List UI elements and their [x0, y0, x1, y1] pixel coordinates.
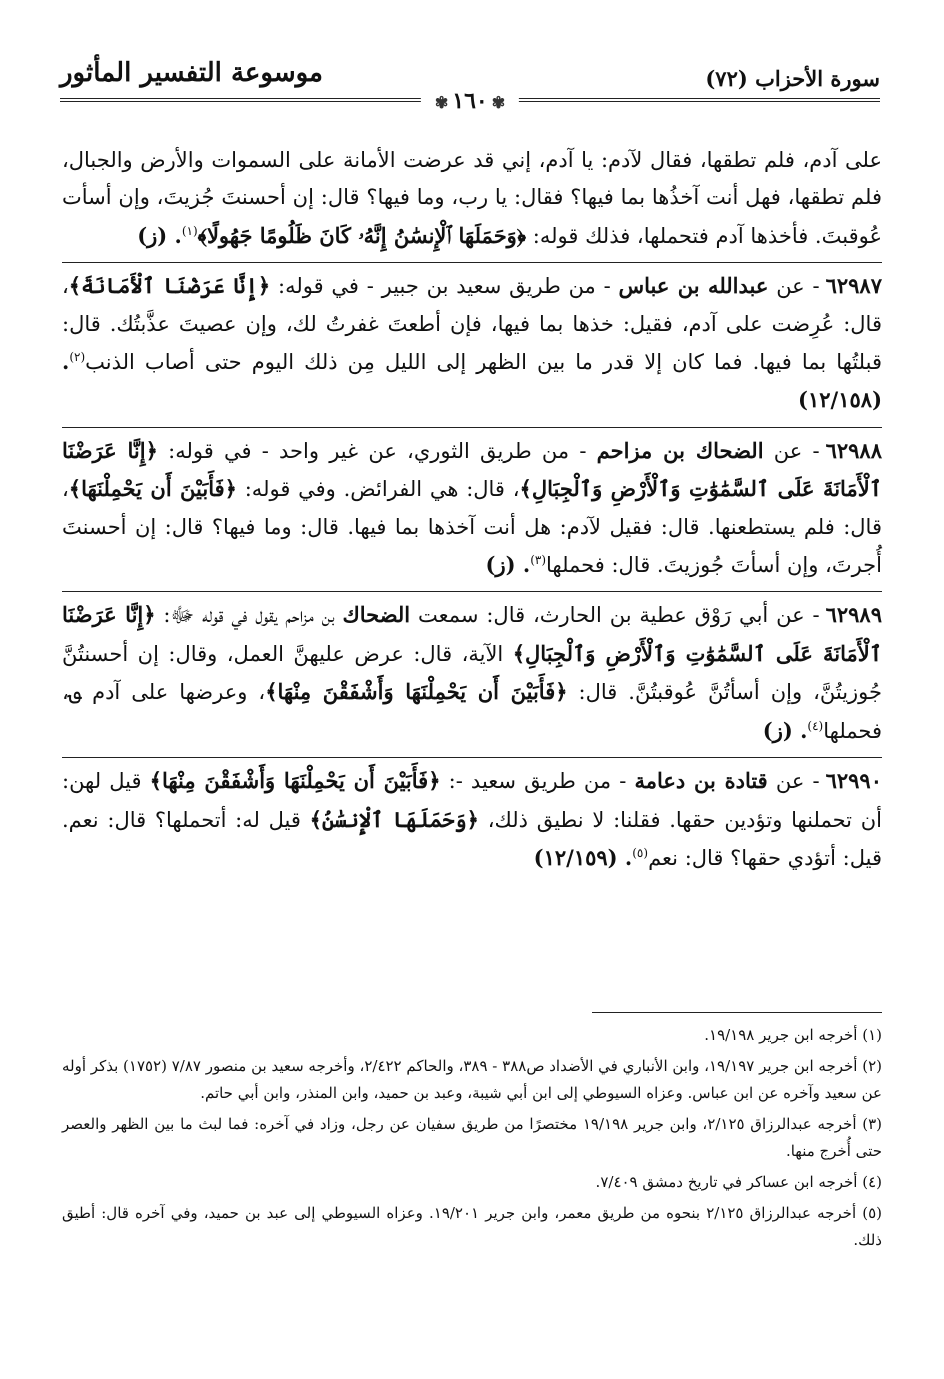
narrator-name: قتادة بن دعامة: [634, 768, 768, 794]
source-mark: . (ز): [137, 222, 182, 248]
ornament-icon: ✾: [491, 93, 506, 112]
narration-number: ٦٢٩٨٧: [825, 273, 882, 299]
footnote-ref: (٢): [69, 350, 86, 365]
book-title: موسوعة التفسير المأثور: [60, 58, 323, 88]
footnote-ref: (١): [181, 223, 198, 238]
footnote: (٥) أخرجه عبدالرزاق ٢/١٢٥ بنحوه من طريق معمر، وابن جرير ١٩/٢٠١. وعزاه السيوطي إلى عبد بن حميد، وفي آخره قال: أطيق ذلك.: [62, 1204, 882, 1249]
footnote: (٤) أخرجه ابن عساكر في تاريخ دمشق ٧/٤٠٩.: [595, 1173, 882, 1191]
quran-verse: ﴿وَحَمَلَهَا ٱلْإِنسَٰنُ﴾: [309, 806, 479, 832]
text-span: - من طريق الثوري، عن غير واحد - في قوله:: [157, 438, 597, 463]
quran-verse: ﴿فَأَبَيْنَ أَن يَحْمِلْنَهَا﴾: [68, 476, 237, 502]
footnote-ref: (٤): [807, 718, 824, 733]
footnote: (٣) أخرجه عبدالرزاق ٢/١٢٥، وابن جرير ١٩/١٩٨ مختصرًا من طريق سفيان عن رجل، وزاد في آخره: فما لبث ما بين الظهر والعصر حتى أُخرج منها.: [62, 1115, 883, 1160]
paragraph-separator: [62, 427, 882, 428]
page-header: [60, 50, 880, 120]
ornament-icon: ✾: [434, 93, 449, 112]
source-mark: . (ز): [762, 717, 808, 743]
paragraph-separator: [62, 262, 882, 263]
source-mark: . (ز): [485, 552, 531, 578]
source-mark: . (١٢/١٥٩): [533, 844, 633, 870]
quran-verse: ﴿وَحَمَلَهَا ٱلْإِنسَٰنُ إِنَّهُۥ كَانَ ظَلُومًا جَهُولًا﴾: [197, 222, 527, 248]
narrator-name: الضحاك بن مزاحم: [596, 437, 764, 463]
quran-verse: ﴿إِنَّا عَرَضْنَا ٱلْأَمَانَةَ عَلَى ٱلسَّمَٰوَٰتِ وَٱلْأَرْضِ وَٱلْجِبَالِ﴾: [62, 437, 882, 502]
narration-paragraph: [62, 142, 882, 260]
narration-number: ٦٢٩٨٩: [825, 602, 882, 628]
text-span: قيل لهن: أن تحملنها وتؤدين حقها. فقلنا: لا نطيق ذلك،: [62, 769, 882, 832]
text-span: ، قال: فلم يستطعنها. قال: فقيل لآدم: هل أنت آخذها بما فيها. قال: وما فيها؟ قال: إن أحسنتَ أُجرتَ، وإن أسأتَ جُوزيتَ. قال: فحملها: [62, 477, 882, 578]
paragraph-separator: [62, 591, 882, 592]
footnote-separator: [592, 1012, 882, 1013]
narration-paragraph: [62, 762, 882, 882]
footnote-ref: (٣): [530, 553, 547, 568]
quran-verse: ﴿إِنَّا عَرَضْنَا ٱلْأَمَانَةَ عَلَى ٱلسَّمَٰوَٰتِ وَٱلْأَرْضِ وَٱلْجِبَالِ﴾: [62, 602, 882, 666]
text-span: - من طريق سعيد بن جبير - في قوله:: [270, 274, 619, 299]
text-span: بن مزاحم يقول في قوله ﷻ:: [155, 603, 343, 628]
text-span: - عن: [767, 769, 820, 794]
narrator-name: عبدالله بن عباس: [618, 273, 769, 299]
text-span: ، قال: هي الفرائض. وفي قوله:: [236, 477, 520, 502]
footnote-ref: (٥): [632, 845, 649, 860]
source-mark: . (١٢/١٥٨): [62, 349, 882, 413]
page-number-block: [421, 88, 519, 114]
page-number: ١٦٠: [452, 88, 488, 114]
narration-paragraph: [62, 596, 882, 755]
text-span: ، قال: عُرِضت على آدم، فقيل: خذها بما فيها، فإن أطعتَ غفرتُ لك، وإن عصيتَ عذَّبتُك. قال: قبلتُها بما فيها. فما كان إلا قدر ما بين الظهر إلى الليل مِن ذلك اليوم حتى أصاب الذنب: [62, 274, 882, 375]
narration-number: ٦٢٩٩٠: [825, 768, 882, 794]
main-text: [62, 142, 882, 882]
quran-verse: ﴿فَأَبَيْنَ أَن يَحْمِلْنَهَا وَأَشْفَقْنَ مِنْهَا﴾: [149, 768, 441, 794]
text-span: الآية، قال: عرض عليهنَّ العمل، وقال: إن أحسنتُنَّ جُوزيتُنَّ، وإن أسأتُنَّ عُوقبتُنَّ. قال:: [62, 641, 883, 705]
narrator-name: الضحاك: [342, 602, 411, 628]
footnote: (٢) أخرجه ابن جرير ١٩/١٩٧، وابن الأنباري في الأضداد ص٣٨٨ - ٣٨٩، والحاكم ٢/٤٢٢، وأخرجه سعيد بن منصور ٧/٨٧ (١٧٥٢) بذكر أوله عن سعيد وآخره عن ابن عباس. وعزاه السيوطي إلى ابن أبي شيبة، وعبد بن حميد، وابن المنذر، وابن أبي حاتم.: [62, 1057, 882, 1102]
text-span: - عن أبي رَوْق عطية بن الحارث، قال: سمعت: [410, 603, 820, 628]
quran-verse: ﴿إِنَّا عَرَضْنَا ٱلْأَمَانَةَ﴾: [68, 273, 271, 299]
text-span: ، وعرضها على آدم ؈، فحملها: [62, 680, 882, 743]
text-span: - عن: [768, 274, 820, 299]
text-span: - من طريق سعيد -:: [440, 769, 635, 794]
quran-verse: ﴿فَأَبَيْنَ أَن يَحْمِلْنَهَا وَأَشْفَقْنَ مِنْهَا﴾: [265, 679, 568, 705]
footnotes: [62, 1022, 882, 1258]
footnote: (١) أخرجه ابن جرير ١٩/١٩٨.: [704, 1026, 882, 1044]
narration-number: ٦٢٩٨٨: [825, 437, 882, 463]
narration-paragraph: [62, 267, 882, 425]
text-span: قيل له: أتحملها؟ قال: نعم. قيل: أتؤدي حقها؟ قال: نعم: [62, 807, 882, 870]
surah-title: سورة الأحزاب (٧٢): [705, 66, 880, 91]
text-span: على آدم، فلم تطقها، فقال لآدم: يا آدم، إني قد عرضت الأمانة على السموات والأرض والجبال، فلم تطقها، فهل أنت آخذُها بما فيها؟ فقال: يا رب، وما فيها؟ قال: إن أحسنتَ جُزيتَ، وإن أسأت عُوقبتَ. فأخذها آدم فتحملها، فذلك قوله:: [62, 148, 882, 248]
narration-paragraph: [62, 432, 882, 590]
paragraph-separator: [62, 757, 882, 758]
text-span: - عن: [763, 438, 820, 463]
